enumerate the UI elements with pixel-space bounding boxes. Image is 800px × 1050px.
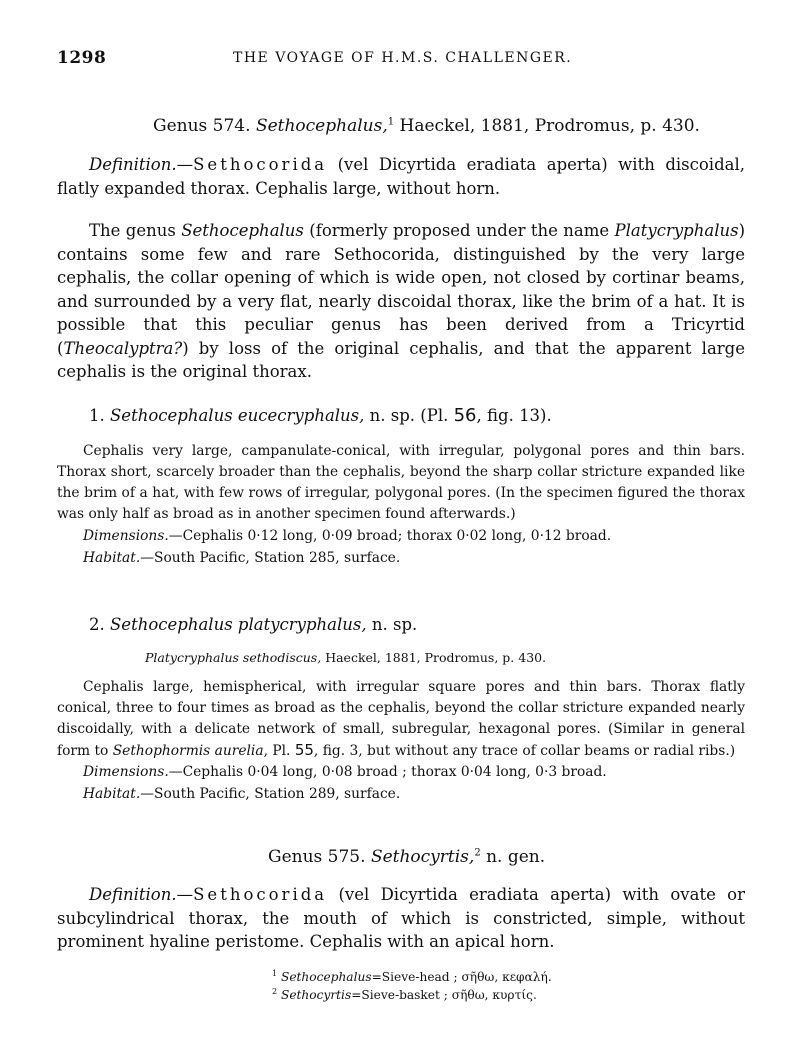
dimensions-text: —Cephalis 0·12 long, 0·09 broad; thorax 0·02 long, 0·12 broad. (168, 528, 612, 544)
footnote-mark: 2 (272, 987, 278, 996)
plate-number: 55 (294, 741, 314, 759)
species-name: Sethocephalus eucecryphalus, (110, 406, 365, 425)
species-figure: , fig. 13). (476, 406, 552, 425)
species-2-habitat (83, 784, 400, 805)
genus-575-name: Sethocyrtis, (370, 847, 475, 867)
footnote-2 (272, 983, 537, 1004)
species-2-synonym (145, 650, 546, 665)
definition-label: Definition. (89, 155, 177, 174)
habitat-label: Habitat. (83, 550, 141, 566)
footnote-mark: 1 (272, 969, 278, 978)
genus-575-heading (268, 847, 545, 867)
genus-575-definition (57, 883, 745, 954)
footnote-term: Sethocephalus (280, 970, 372, 985)
species-1-habitat (83, 548, 400, 569)
family-name: Sethocorida (193, 885, 328, 904)
description-text: Cephalis large, hemispherical, with irregular square pores and thin bars. Thorax flatly conical, three to four times as broad as the cephalis, beyond the collar stricture expanded nearly discoidally, with a delicate network of small, subregular, hexagonal pores. (Similar in general form to (57, 679, 745, 759)
dimensions-label: Dimensions. (83, 764, 169, 780)
species-1-description: Cephalis very large, campanulate-conical, with irregular, polygonal pores and thin bars. Thorax short, scarcely broader than the cephalis, beyond the sharp collar stricture expanded like the brim of a hat, with few rows of irregular, polygonal pores. (In the specimen figured the thorax was only half as broad as in another specimen found afterwards.) (57, 443, 745, 522)
paragraph-italic-synonym: Platycryphalus (614, 221, 739, 240)
species-number: 1. (89, 406, 105, 425)
genus-574-authority: Haeckel, 1881, Prodromus, p. 430. (399, 116, 700, 136)
habitat-text: —South Pacific, Station 289, surface. (140, 786, 401, 802)
species-1-dimensions (83, 526, 611, 547)
running-title: THE VOYAGE OF H.M.S. CHALLENGER. (233, 50, 573, 66)
paragraph-text: (formerly proposed under the name (303, 221, 615, 240)
synonym-name: Platycryphalus sethodiscus, (145, 650, 322, 665)
species-number: 2. (89, 615, 105, 634)
paragraph-text: ) contains some few and rare Sethocorida, distinguished by the very large cephalis, the collar opening of which is wide open, not closed by cortinar beams, and surrounded by a very flat, nearly discoidal thorax, like the brim of a hat. It is possible that this peculiar genus has been derived from a Tricyrtid ( (57, 221, 746, 358)
definition-text: (vel Dicyrtida eradiata aperta) with ovate or subcylindrical thorax, the mouth of which is constricted, simple, without prominent hyaline peristome. Cephalis with an apical horn. (57, 885, 745, 951)
definition-label: Definition. (89, 885, 177, 904)
footnote-text: =Sieve-basket ; σῆθω, κυρτίς. (351, 988, 537, 1003)
description-text: , Pl. (263, 743, 295, 759)
dimensions-text: —Cephalis 0·04 long, 0·08 broad ; thorax 0·04 long, 0·3 broad. (168, 764, 607, 780)
habitat-text: —South Pacific, Station 285, surface. (140, 550, 401, 566)
dimensions-label: Dimensions. (83, 528, 169, 544)
species-2-description (57, 677, 745, 762)
genus-575-footnote-ref: 2 (474, 847, 481, 859)
genus-575-prefix: Genus 575. (268, 847, 366, 867)
definition-text: (vel Dicyrtida eradiata aperta) with discoidal, flatly expanded thorax. Cephalis large, without horn. (57, 155, 745, 198)
paragraph-italic-tricyrtid: Theocalyptra? (63, 338, 183, 358)
genus-574-paragraph (57, 219, 745, 384)
paragraph-text: The genus (89, 221, 182, 240)
family-name: Sethocorida (193, 155, 328, 174)
genus-574-prefix: Genus 574. (153, 116, 251, 136)
definition-dash: — (176, 885, 194, 904)
footnote-text: =Sieve-head ; σῆθω, κεφαλή. (371, 970, 552, 985)
species-2-dimensions (83, 762, 607, 783)
footnote-term: Sethocyrtis (280, 988, 352, 1003)
paragraph-italic-genus: Sethocephalus (181, 221, 304, 240)
genus-574-name: Sethocephalus, (255, 116, 388, 136)
description-text: , fig. 3, but without any trace of collar beams or radial ribs.) (313, 743, 736, 759)
page-number: 1298 (57, 48, 107, 68)
species-name: Sethocephalus platycryphalus, (110, 615, 367, 634)
plate-number: 56 (453, 405, 477, 426)
species-designation: n. sp. (371, 615, 418, 634)
habitat-label: Habitat. (83, 786, 141, 802)
genus-575-authority: n. gen. (486, 847, 546, 867)
description-italic: Sethophormis aurelia (112, 743, 264, 759)
definition-dash: — (176, 155, 194, 174)
synonym-authority: Haeckel, 1881, Prodromus, p. 430. (325, 650, 547, 665)
paragraph-text: ) by loss of the original cephalis, and that the apparent large cephalis is the original thorax. (57, 338, 745, 381)
genus-574-heading (153, 116, 700, 136)
genus-574-definition (57, 153, 745, 200)
species-1-heading (89, 405, 552, 426)
species-2-heading (89, 615, 417, 634)
species-designation: n. sp. (Pl. (369, 406, 454, 425)
genus-574-footnote-ref: 1 (387, 116, 395, 128)
